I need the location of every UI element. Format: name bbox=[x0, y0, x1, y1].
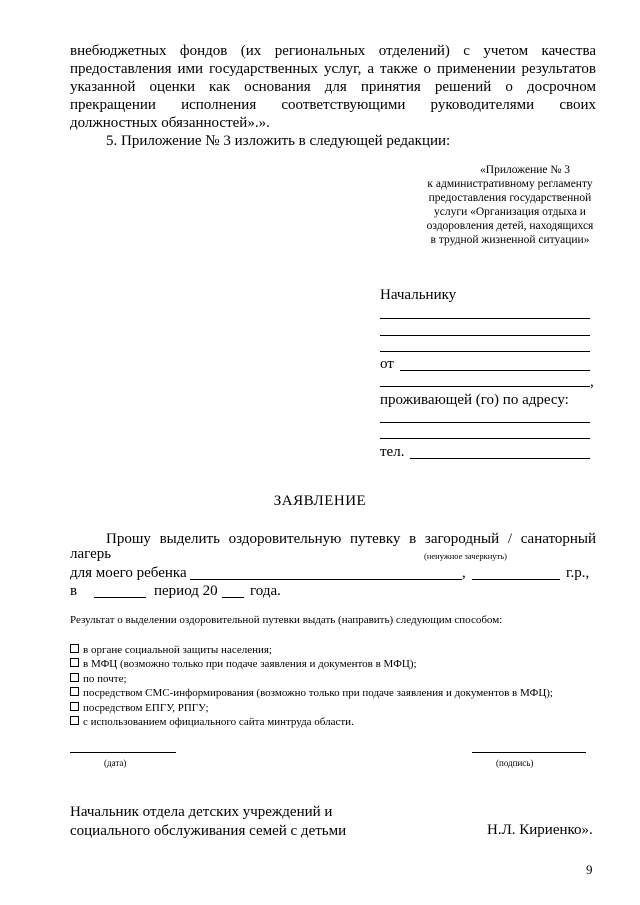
footer-position-line-1: Начальник отдела детских учреждений и bbox=[70, 804, 333, 820]
phone-field[interactable] bbox=[410, 458, 590, 459]
footer-signer-name: Н.Л. Кириенко». bbox=[487, 822, 593, 838]
addressee-blank-line[interactable] bbox=[380, 386, 590, 387]
result-method-text: Результат о выделении оздоровительной путевки выдать (направить) следующим способом: bbox=[70, 614, 503, 626]
checkbox-icon[interactable] bbox=[70, 687, 79, 696]
option-item[interactable]: по почте; bbox=[70, 672, 610, 686]
intro-line-4: прекращении исполнения соответствующими руководителями своих bbox=[70, 97, 596, 113]
residing-label: проживающей (го) по адресу: bbox=[380, 392, 569, 408]
document-title: ЗАЯВЛЕНИЕ bbox=[273, 493, 367, 509]
phone-label: тел. bbox=[380, 444, 405, 460]
birth-year-label: г.р., bbox=[566, 565, 590, 581]
year-label: года. bbox=[250, 583, 281, 599]
addressee-blank-line[interactable] bbox=[380, 318, 590, 319]
intro-line-2: предоставления ими государственных услуг, а также о применении результатов bbox=[70, 61, 596, 77]
footer-position-line-2: социального обслуживания семей с детьми bbox=[70, 823, 347, 839]
intro-line-3: указанной оценки как основания для принятия решений о досрочном bbox=[70, 79, 596, 95]
period-label: период 20 bbox=[154, 583, 218, 599]
from-name-field[interactable] bbox=[400, 370, 590, 371]
address-field-line[interactable] bbox=[380, 422, 590, 423]
in-label: в bbox=[70, 583, 78, 599]
checkbox-icon[interactable] bbox=[70, 658, 79, 667]
option-item[interactable]: с использованием официального сайта минтруда области. bbox=[70, 715, 610, 729]
option-item[interactable]: в органе социальной защиты населения; bbox=[70, 643, 610, 657]
addressee-blank-line[interactable] bbox=[380, 335, 590, 336]
month-field[interactable] bbox=[94, 597, 146, 598]
checkbox-icon[interactable] bbox=[70, 716, 79, 725]
date-caption: (дата) bbox=[104, 758, 127, 768]
option-item[interactable]: посредством СМС-информирования (возможно только при подаче заявления и документов в МФЦ); bbox=[70, 686, 610, 700]
addressee-from-label: от bbox=[380, 356, 394, 372]
intro-line-5: должностных обязанностей».». bbox=[70, 115, 270, 131]
intro-line-1: внебюджетных фондов (их региональных отделений) с учетом качества bbox=[70, 43, 596, 59]
option-item[interactable]: посредством ЕПГУ, РПГУ; bbox=[70, 701, 610, 715]
annex-line: предоставления государственной bbox=[428, 192, 592, 204]
addressee-blank-line[interactable] bbox=[380, 351, 590, 352]
result-options bbox=[70, 643, 610, 729]
address-field-line[interactable] bbox=[380, 438, 590, 439]
addressee-comma: , bbox=[590, 374, 594, 390]
request-line-1: Прошу выделить оздоровительную путевку в загородный / санаторный bbox=[106, 531, 596, 547]
annex-line: в трудной жизненной ситуации» bbox=[430, 234, 590, 246]
option-item[interactable]: в МФЦ (возможно только при подаче заявления и документов в МФЦ); bbox=[70, 657, 610, 671]
item-5-text: 5. Приложение № 3 изложить в следующей редакции: bbox=[106, 133, 451, 149]
strike-note: (ненужное зачеркнуть) bbox=[424, 551, 507, 561]
date-field[interactable] bbox=[70, 752, 176, 753]
birth-year-field[interactable] bbox=[472, 579, 560, 580]
signature-field[interactable] bbox=[472, 752, 586, 753]
page-number: 9 bbox=[586, 862, 593, 877]
year-field[interactable] bbox=[222, 597, 244, 598]
annex-header bbox=[410, 163, 610, 247]
addressee-to: Начальнику bbox=[380, 287, 457, 303]
child-comma: , bbox=[462, 565, 466, 581]
child-name-field[interactable] bbox=[190, 579, 462, 580]
annex-line: оздоровления детей, находящихся bbox=[426, 220, 594, 232]
annex-line: услуги «Организация отдыха и bbox=[434, 206, 586, 218]
checkbox-icon[interactable] bbox=[70, 644, 79, 653]
signature-caption: (подпись) bbox=[496, 758, 534, 768]
checkbox-icon[interactable] bbox=[70, 673, 79, 682]
annex-line: к административному регламенту bbox=[427, 178, 593, 190]
request-line-2: лагерь bbox=[70, 546, 112, 562]
annex-line: «Приложение № 3 bbox=[480, 164, 570, 176]
child-label: для моего ребенка bbox=[70, 565, 187, 581]
checkbox-icon[interactable] bbox=[70, 702, 79, 711]
